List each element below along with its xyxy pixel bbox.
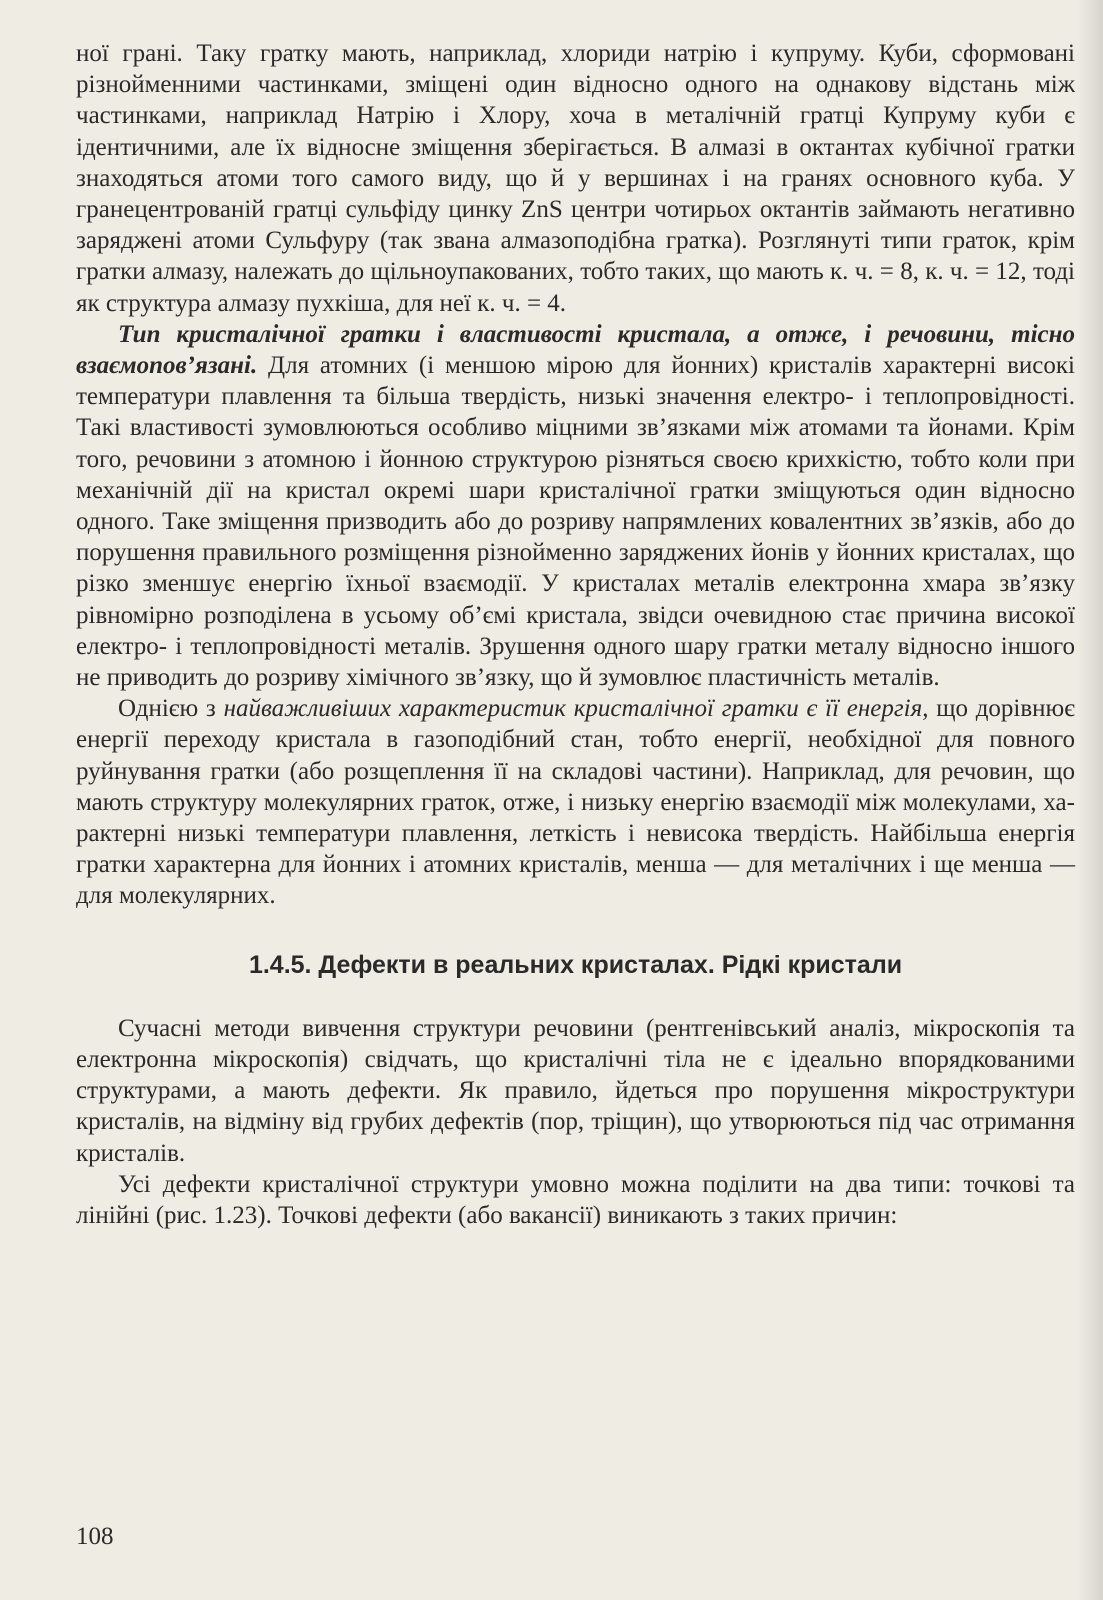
paragraph-2 — [76, 319, 1075, 693]
paragraph-4: Сучасні методи вивчення структури речовини (рентгенівський аналіз, мікроскопія та електронна мікроскопія) свідчать, що кристалічні тіла не є ідеально впорядкованими структурами, а мають дефекти. Як правило, йдеться про порушення мікроструктури кристалів, на відміну від грубих дефектів (пор, тріщин), що утворюються під час отримання кристалів. — [76, 1014, 1075, 1167]
page-number: 108 — [76, 1523, 114, 1550]
paragraph-3-emphasis: найважливіших характеристик кристалічної гратки є її енергія — [223, 695, 923, 723]
paragraph-3-start: Однією з — [118, 695, 224, 723]
paragraph-2-emphasis: Тип кристалічної гратки і властивості кристала, а отже, і речовини, тісно взаємопов’язані. — [76, 320, 1075, 380]
section-heading: 1.4.5. Дефекти в реальних кристалах. Рідкі кристали — [248, 950, 903, 979]
paragraph-1: ної грані. Таку гратку мають, наприклад, хлориди натрію і купруму. Куби, сформовані різнойменними частинками, зміщені один відносно одного на однакову відстань між частинками, наприклад Натрію і Хлору, хоча в металічній гратці Купруму куби є ідентичними, але їх відносне зміщення зберігається. В алмазі в октантах кубічної гратки знаходяться атоми того самого виду, що й у вершинах і на гранях основного куба. У гранецентрованій гратці сульфіду цинку ZnS центри чотирьох октантів займають негативно заряджені атоми Сульфуру (так звана алмазоподібна гратка). Розглянуті типи граток, крім гратки алмазу, належать до щільноупакованих, тобто таких, що мають к. ч. = 8, к. ч. = 12, тоді як структура алмазу пухкіша, для неї к. ч. = 4. — [76, 40, 1075, 317]
paragraph-3-text: , що дорівнює енергії переходу кристала в газоподібний стан, тобто енергії, необхідної для повного руйнування гратки (або розщеплення її на складові частини). Наприклад, для речовин, що мають структуру молекулярних граток, отже, і низьку енергію взаємодії між молекулами, характерні низькі температури плавлення, леткість і невисока твердість. Найбільша енергія гратки характерна для йонних і атомних кристалів, менша — для металічних і ще менша — для молекулярних. — [76, 695, 1075, 910]
paragraph-5: Усі дефекти кристалічної структури умовно можна поділити на два типи: точкові та лінійні (рис. 1.23). Точкові дефекти (або вакансії) виникають з таких причин: — [76, 1170, 1075, 1229]
paragraph-2-text: Для атомних (і меншою мірою для йонних) кристалів характерні високі температури плавлення та більша твердість, низькі значення електро- і теплопровідності. Такі властивості зумовлюються особливо міцними зв’язками між атомами та йонами. Крім того, речовини з атомною і йонною структурою різняться своєю крихкістю, тобто коли при механічній дії на кристал окремі шари кристалічної гратки зміщуються один відносно одного. Таке зміщення призводить або до розриву напрямлених ковалентних зв’язків, або до порушення правильного розміщення різнойменно заряджених йонів у йонних кристалах, що різко зменшує енергію їхньої взаємодії. У кристалах металів електронна хмара зв’язку рівномірно розподілена в усьому об’ємі кристала, звідси очевидною стає причина високої електро- і теплопровідності металів. Зрушення одного шару гратки металу відносно іншого не приводить до розриву хімічного зв’язку, що й зумовлює пластичність металів. — [76, 352, 1075, 692]
paragraph-3 — [76, 693, 1075, 911]
page-edge-shadow — [1077, 0, 1103, 1600]
